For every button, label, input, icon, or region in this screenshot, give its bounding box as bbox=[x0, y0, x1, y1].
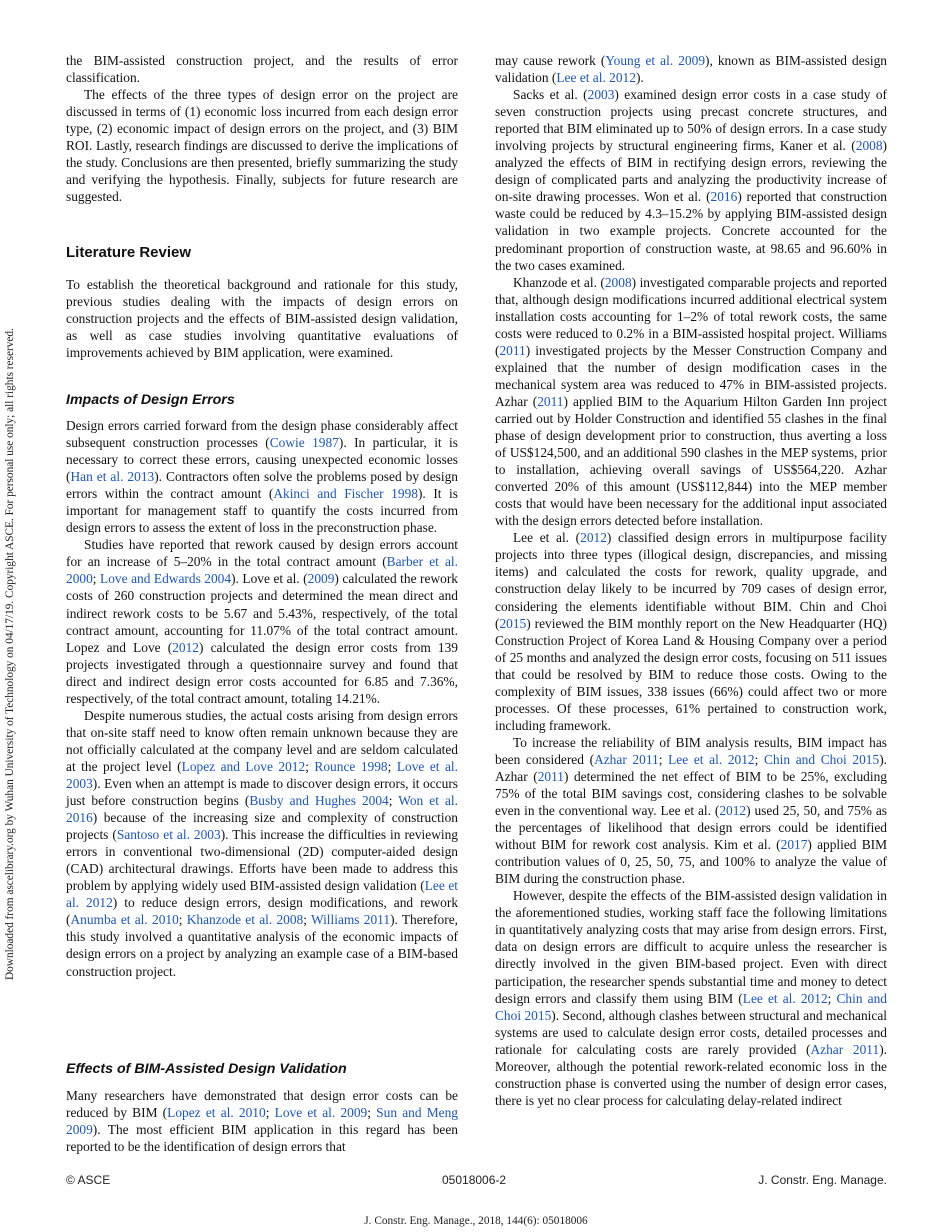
citation-link[interactable]: Rounce 1998 bbox=[314, 758, 388, 774]
citation-link[interactable]: 2015 bbox=[499, 615, 527, 631]
citation-link[interactable]: Busby and Hughes 2004 bbox=[249, 793, 389, 809]
footer-page-id: 05018006-2 bbox=[442, 1173, 507, 1187]
citation-link[interactable]: 2011 bbox=[537, 393, 564, 409]
citation-link[interactable]: Lee et al. 2012 bbox=[556, 70, 636, 86]
right-paragraph-0: may cause rework (Young et al. 2009), known as BIM-assisted design validation (Lee et al. 2012). bbox=[495, 53, 887, 86]
impacts-paragraph-3: Despite numerous studies, the actual costs arising from design errors that on-site staff need to know often remain unknown because they are not officially calculated at the company level and are seldom calculated at the project level (Lopez and Love 2012; Rounce 1998; Love et al. 2003). Even when an attempt is made to discover design errors, it occurs just before construction begins (Busby and Hughes 2004; Won et al. 2016) because of the increasing size and complexity of construction projects (Santoso et al. 2003). This increase the difficulties in reviewing errors in conventional two-dimensional (2D) computer-aided design (CAD) architectural drawings. Efforts have been made to address this problem by applying widely used BIM-assisted design validation (Lee et al. 2012) to reduce design errors, design modifications, and rework (Anumba et al. 2010; Khanzode et al. 2008; Williams 2011). Therefore, this study involved a quantitative analysis of the economic impacts of design errors on a project by analyzing an example case of a BIM-based construction project. bbox=[66, 707, 459, 979]
citation-link[interactable]: Chin and Choi 2015 bbox=[764, 751, 880, 767]
citation-link[interactable]: 2011 bbox=[499, 342, 526, 358]
citation-footer: J. Constr. Eng. Manage., 2018, 144(6): 05018006 bbox=[364, 1215, 588, 1227]
citation-link[interactable]: Cowie 1987 bbox=[269, 435, 339, 451]
citation-link[interactable]: Anumba et al. 2010 bbox=[70, 912, 179, 928]
footer-journal: J. Constr. Eng. Manage. bbox=[758, 1173, 887, 1187]
impacts-heading: Impacts of Design Errors bbox=[66, 392, 235, 408]
citation-link[interactable]: Azhar 2011 bbox=[594, 751, 659, 767]
footer-copyright: © ASCE bbox=[66, 1173, 111, 1187]
citation-link[interactable]: Williams 2011 bbox=[310, 912, 391, 928]
citation-link[interactable]: 2009 bbox=[307, 571, 335, 587]
citation-link[interactable]: Lee et al. 2012 bbox=[668, 751, 755, 767]
right-paragraph-1: Sacks et al. (2003) examined design error costs in a case study of seven construction projects using precast concrete structures, and reported that BIM eliminated up to 50% of design errors. In a case study involving projects by structural engineering firms, Kaner et al. (2008) analyzed the effects of BIM in rectifying design errors, reviewing the design of complicated parts and analyzing the productivity increase of on-site drawing processes. Won et al. (2016) reported that construction waste could be reduced by 4.3–15.2% by applying BIM-assisted design validation in two example projects. Concrete accounted for the predominant proportion of construction waste, at 98.65 and 96.60% in the two cases examined. bbox=[495, 87, 888, 273]
citation-link[interactable]: 2012 bbox=[172, 639, 199, 655]
right-paragraph-2: Khanzode et al. (2008) investigated comparable projects and reported that, although design modifications incurred additional electrical system installation costs accounting for 1–2% of total rework costs, the same costs were reduced to 0.2% in a BIM-assisted hospital project. Williams (2011) investigated projects by the Messer Construction Company and explained that the number of design modification cases in the mechanical system area was reduced to 47% in BIM-assisted projects. Azhar (2011) applied BIM to the Aquarium Hilton Garden Inn project carried out by Holder Construction and identified 55 clashes in the final phase of design development prior to construction, thus averting a loss of US$124,500, and an additional 590 clashes in the MEP systems, prior to installation, achieving overall savings of US$564,220. Azhar converted 20% of this amount (US$112,844) into the MEP member costs that would have been necessary for the additional input associated with the design errors detected before installation. bbox=[495, 274, 887, 529]
left-column bbox=[66, 52, 458, 205]
right-paragraph-5: However, despite the effects of the BIM-assisted design validation in the aforementioned studies, working staff face the following limitations in quantitatively analyzing costs that may arise from design errors. First, data on design errors are difficult to acquire unless the researcher is directly involved in the given BIM-based project. Even with direct participation, the researcher spends substantial time and money to detect design errors and classify them using BIM (Lee et al. 2012; Chin and Choi 2015). Second, although clashes between structural and mechanical systems are used to calculate design error costs, detailed processes and rationale for calculating costs are rarely provided (Azhar 2011). Moreover, although the potential rework-related economic loss in the construction phase is converted using the number of design error cases, there is yet no clear process for calculating delay-related indirect bbox=[495, 888, 888, 1108]
citation-link[interactable]: Akinci and Fischer 1998 bbox=[273, 486, 418, 502]
citation-link[interactable]: Lee et al. 2012 bbox=[742, 990, 828, 1006]
impacts-paragraph-2: Studies have reported that rework caused by design errors account for an increase of 5–20% in the total contract amount (Barber et al. 2000; Love and Edwards 2004). Love et al. (2009) calculated the rework costs of 260 construction projects and determined the mean direct and indirect rework costs to be 5.67 and 5.43%, respectively, of the total contract amount, accounting for 11.07% of the total contract amount. Lopez and Love (2012) calculated the design error costs from 139 projects investigated through a questionnaire survey and found that direct and indirect design error costs accounted for 6.85 and 7.36%, respectively, of the total contract amount, totaling 14.21%. bbox=[66, 537, 458, 706]
citation-link[interactable]: 2012 bbox=[580, 530, 607, 546]
citation-link[interactable]: 2008 bbox=[604, 274, 632, 290]
impacts-section bbox=[66, 417, 458, 980]
citation-link[interactable]: 2016 bbox=[710, 189, 738, 205]
citation-link[interactable]: Chin and Choi 2015 bbox=[495, 990, 887, 1023]
citation-link[interactable]: 2011 bbox=[537, 768, 564, 784]
citation-link[interactable]: Lee et al. 2012 bbox=[66, 878, 459, 911]
impacts-paragraph-1: Design errors carried forward from the design phase considerably affect subsequent construction processes (Cowie 1987). In particular, it is necessary to correct these errors, causing unexpected economic losses (Han et al. 2013). Contractors often solve the problems posed by design errors within the contract amount (Akinci and Fischer 1998). It is important for management staff to quantify the costs incurred from design errors to assess the extent of loss in the preconstruction phase. bbox=[66, 418, 458, 536]
literature-paragraph: To establish the theoretical background and rationale for this study, previous studies dealing with the impacts of design errors on construction projects and the effects of BIM-assisted design validation, as well as case studies involving quantitative evaluations of improvements achieved by BIM application, were examined. bbox=[66, 277, 458, 361]
citation-link[interactable]: Santoso et al. 2003 bbox=[116, 827, 221, 843]
effects-paragraph: Many researchers have demonstrated that design error costs can be reduced by BIM (Lopez et al. 2010; Love et al. 2009; Sun and Meng 2009). The most efficient BIM application in this regard has been reported to be the identification of design errors that bbox=[66, 1088, 458, 1155]
citation-link[interactable]: 2003 bbox=[587, 87, 615, 103]
right-column bbox=[495, 52, 887, 1109]
citation-link[interactable]: 2017 bbox=[780, 837, 808, 853]
effects-section bbox=[66, 1087, 458, 1155]
citation-link[interactable]: Love et al. 2003 bbox=[66, 758, 458, 791]
intro-paragraph: The effects of the three types of design error on the project are discussed in terms of (1) economic loss incurred from each design error type, (2) economic impact of design errors on the project, and (3) BIM ROI. Lastly, research findings are discussed to derive the implications of the study. Conclusions are then presented, briefly summarizing the study and verifying the hypothesis. Finally, subjects for future research are suggested. bbox=[66, 87, 458, 205]
effects-heading: Effects of BIM-Assisted Design Validation bbox=[66, 1061, 347, 1077]
literature-review-heading: Literature Review bbox=[66, 244, 192, 261]
citation-link[interactable]: Won et al. 2016 bbox=[66, 793, 458, 826]
citation-link[interactable]: Barber et al. 2000 bbox=[66, 554, 458, 587]
citation-link[interactable]: 2008 bbox=[855, 138, 883, 154]
citation-link[interactable]: Love and Edwards 2004 bbox=[100, 571, 232, 587]
citation-link[interactable]: 2012 bbox=[719, 803, 747, 819]
citation-link[interactable]: Khanzode et al. 2008 bbox=[186, 912, 304, 928]
citation-link[interactable]: Azhar 2011 bbox=[810, 1041, 880, 1057]
download-notice: Downloaded from ascelibrary.org by Wuhan University of Technology on 04/17/19. Copyright ASCE. For personal use only; all rights reserved. bbox=[4, 328, 16, 980]
literature-column bbox=[66, 276, 458, 361]
citation-link[interactable]: Young et al. 2009 bbox=[605, 53, 706, 68]
right-paragraph-4: To increase the reliability of BIM analysis results, BIM impact has been considered (Azhar 2011; Lee et al. 2012; Chin and Choi 2015). Azhar (2011) determined the net effect of BIM to be 25%, excluding 75% of the total BIM savings cost, considering clashes to be solvable even in the conventional way. Lee et al. (2012) used 25, 50, and 75% as the percentages of likelihood that design errors could be identified without BIM for rework cost analysis. Kim et al. (2017) applied BIM contribution values of 0, 25, 50, 75, and 100% to analyze the value of BIM during the construction phase. bbox=[495, 734, 887, 887]
citation-link[interactable]: Han et al. 2013 bbox=[70, 469, 155, 485]
citation-link[interactable]: Lopez et al. 2010 bbox=[167, 1105, 266, 1121]
citation-link[interactable]: Love et al. 2009 bbox=[274, 1105, 368, 1121]
right-paragraph-3: Lee et al. (2012) classified design errors in multipurpose facility projects into three types (illogical design, discrepancies, and missing items) and calculated the costs for rework, quality upgrade, and construction delay likely to be incurred by 709 cases of design error, considering the elements identifiable without BIM. Chin and Choi (2015) reviewed the BIM monthly report on the New Headquarter (HQ) Construction Project of Korea Land & Housing Company over a period of 25 months and analyzed the design error costs, focusing on 511 issues that could be resolved by BIM to reduce those costs. Owing to the complexity of BIM issues, 338 issues (66%) could affect two or more processes. Of these processes, 61% pertained to construction work, including framework. bbox=[495, 530, 887, 733]
citation-link[interactable]: Lopez and Love 2012 bbox=[181, 758, 306, 774]
citation-link[interactable]: Sun and Meng 2009 bbox=[66, 1105, 458, 1138]
intro-continuation: the BIM-assisted construction project, and the results of error classification. bbox=[66, 53, 458, 86]
